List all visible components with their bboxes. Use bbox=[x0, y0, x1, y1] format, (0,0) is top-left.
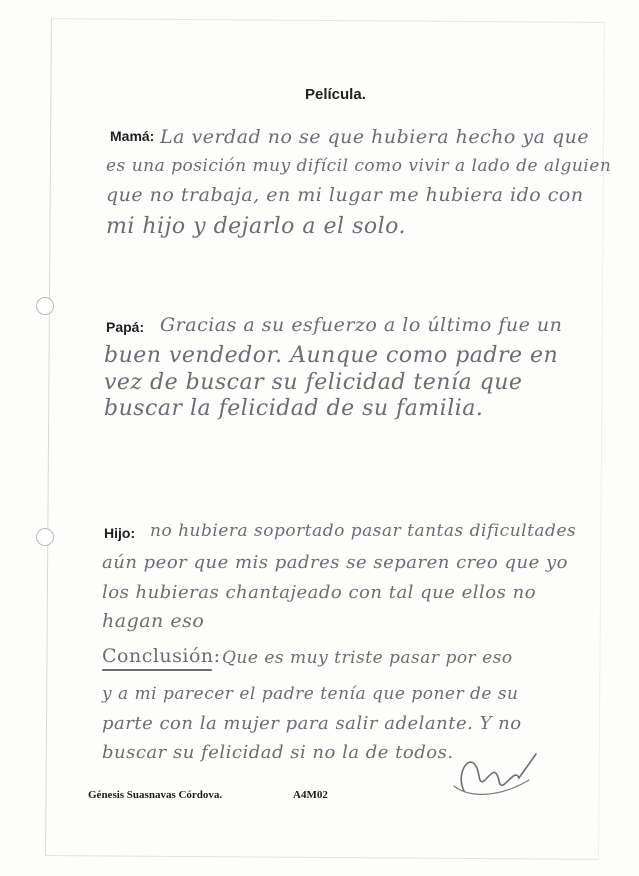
conclusion-line-1: Que es muy triste pasar por eso bbox=[222, 648, 513, 668]
conclusion-line-3: parte con la mujer para salir adelante. Y no bbox=[102, 713, 522, 734]
hijo-line-2: aún peor que mis padres se separen creo que yo bbox=[102, 552, 568, 573]
papa-label: Papá: bbox=[106, 319, 145, 335]
mama-line-1: La verdad no se que hubiera hecho ya que bbox=[160, 126, 590, 148]
conclusion-label: Conclusión: bbox=[102, 645, 221, 667]
hijo-line-3: los hubieras chantajeado con tal que ellos no bbox=[102, 582, 537, 603]
conclusion-underline bbox=[102, 669, 212, 671]
papa-line-2: buen vendedor. Aunque como padre en bbox=[104, 343, 559, 368]
course-code: A4M02 bbox=[293, 789, 328, 801]
student-name: Génesis Suasnavas Córdova. bbox=[88, 789, 223, 801]
hijo-line-4: hagan eso bbox=[102, 610, 205, 632]
mama-line-4: mi hijo y dejarlo a el solo. bbox=[106, 214, 406, 239]
papa-line-1: Gracias a su esfuerzo a lo último fue un bbox=[160, 314, 563, 336]
papa-line-4: buscar la felicidad de su familia. bbox=[104, 396, 484, 421]
punch-hole-bottom bbox=[36, 528, 54, 546]
mama-label: Mamá: bbox=[110, 128, 155, 144]
punch-hole-top bbox=[36, 297, 54, 315]
page-title: Película. bbox=[305, 86, 366, 103]
mama-line-2: es una posición muy difícil como vivir a lado de alguien bbox=[106, 156, 612, 176]
hijo-line-1: no hubiera soportado pasar tantas dificultades bbox=[150, 521, 577, 541]
papa-line-3: vez de buscar su felicidad tenía que bbox=[104, 370, 523, 395]
hijo-label: Hijo: bbox=[104, 525, 136, 541]
conclusion-line-4: buscar su felicidad si no la de todos. bbox=[102, 742, 454, 763]
signature-scribble bbox=[424, 736, 544, 806]
mama-line-3: que no trabaja, en mi lugar me hubiera ido con bbox=[106, 184, 584, 206]
conclusion-line-2: y a mi parecer el padre tenía que poner de su bbox=[102, 684, 519, 704]
